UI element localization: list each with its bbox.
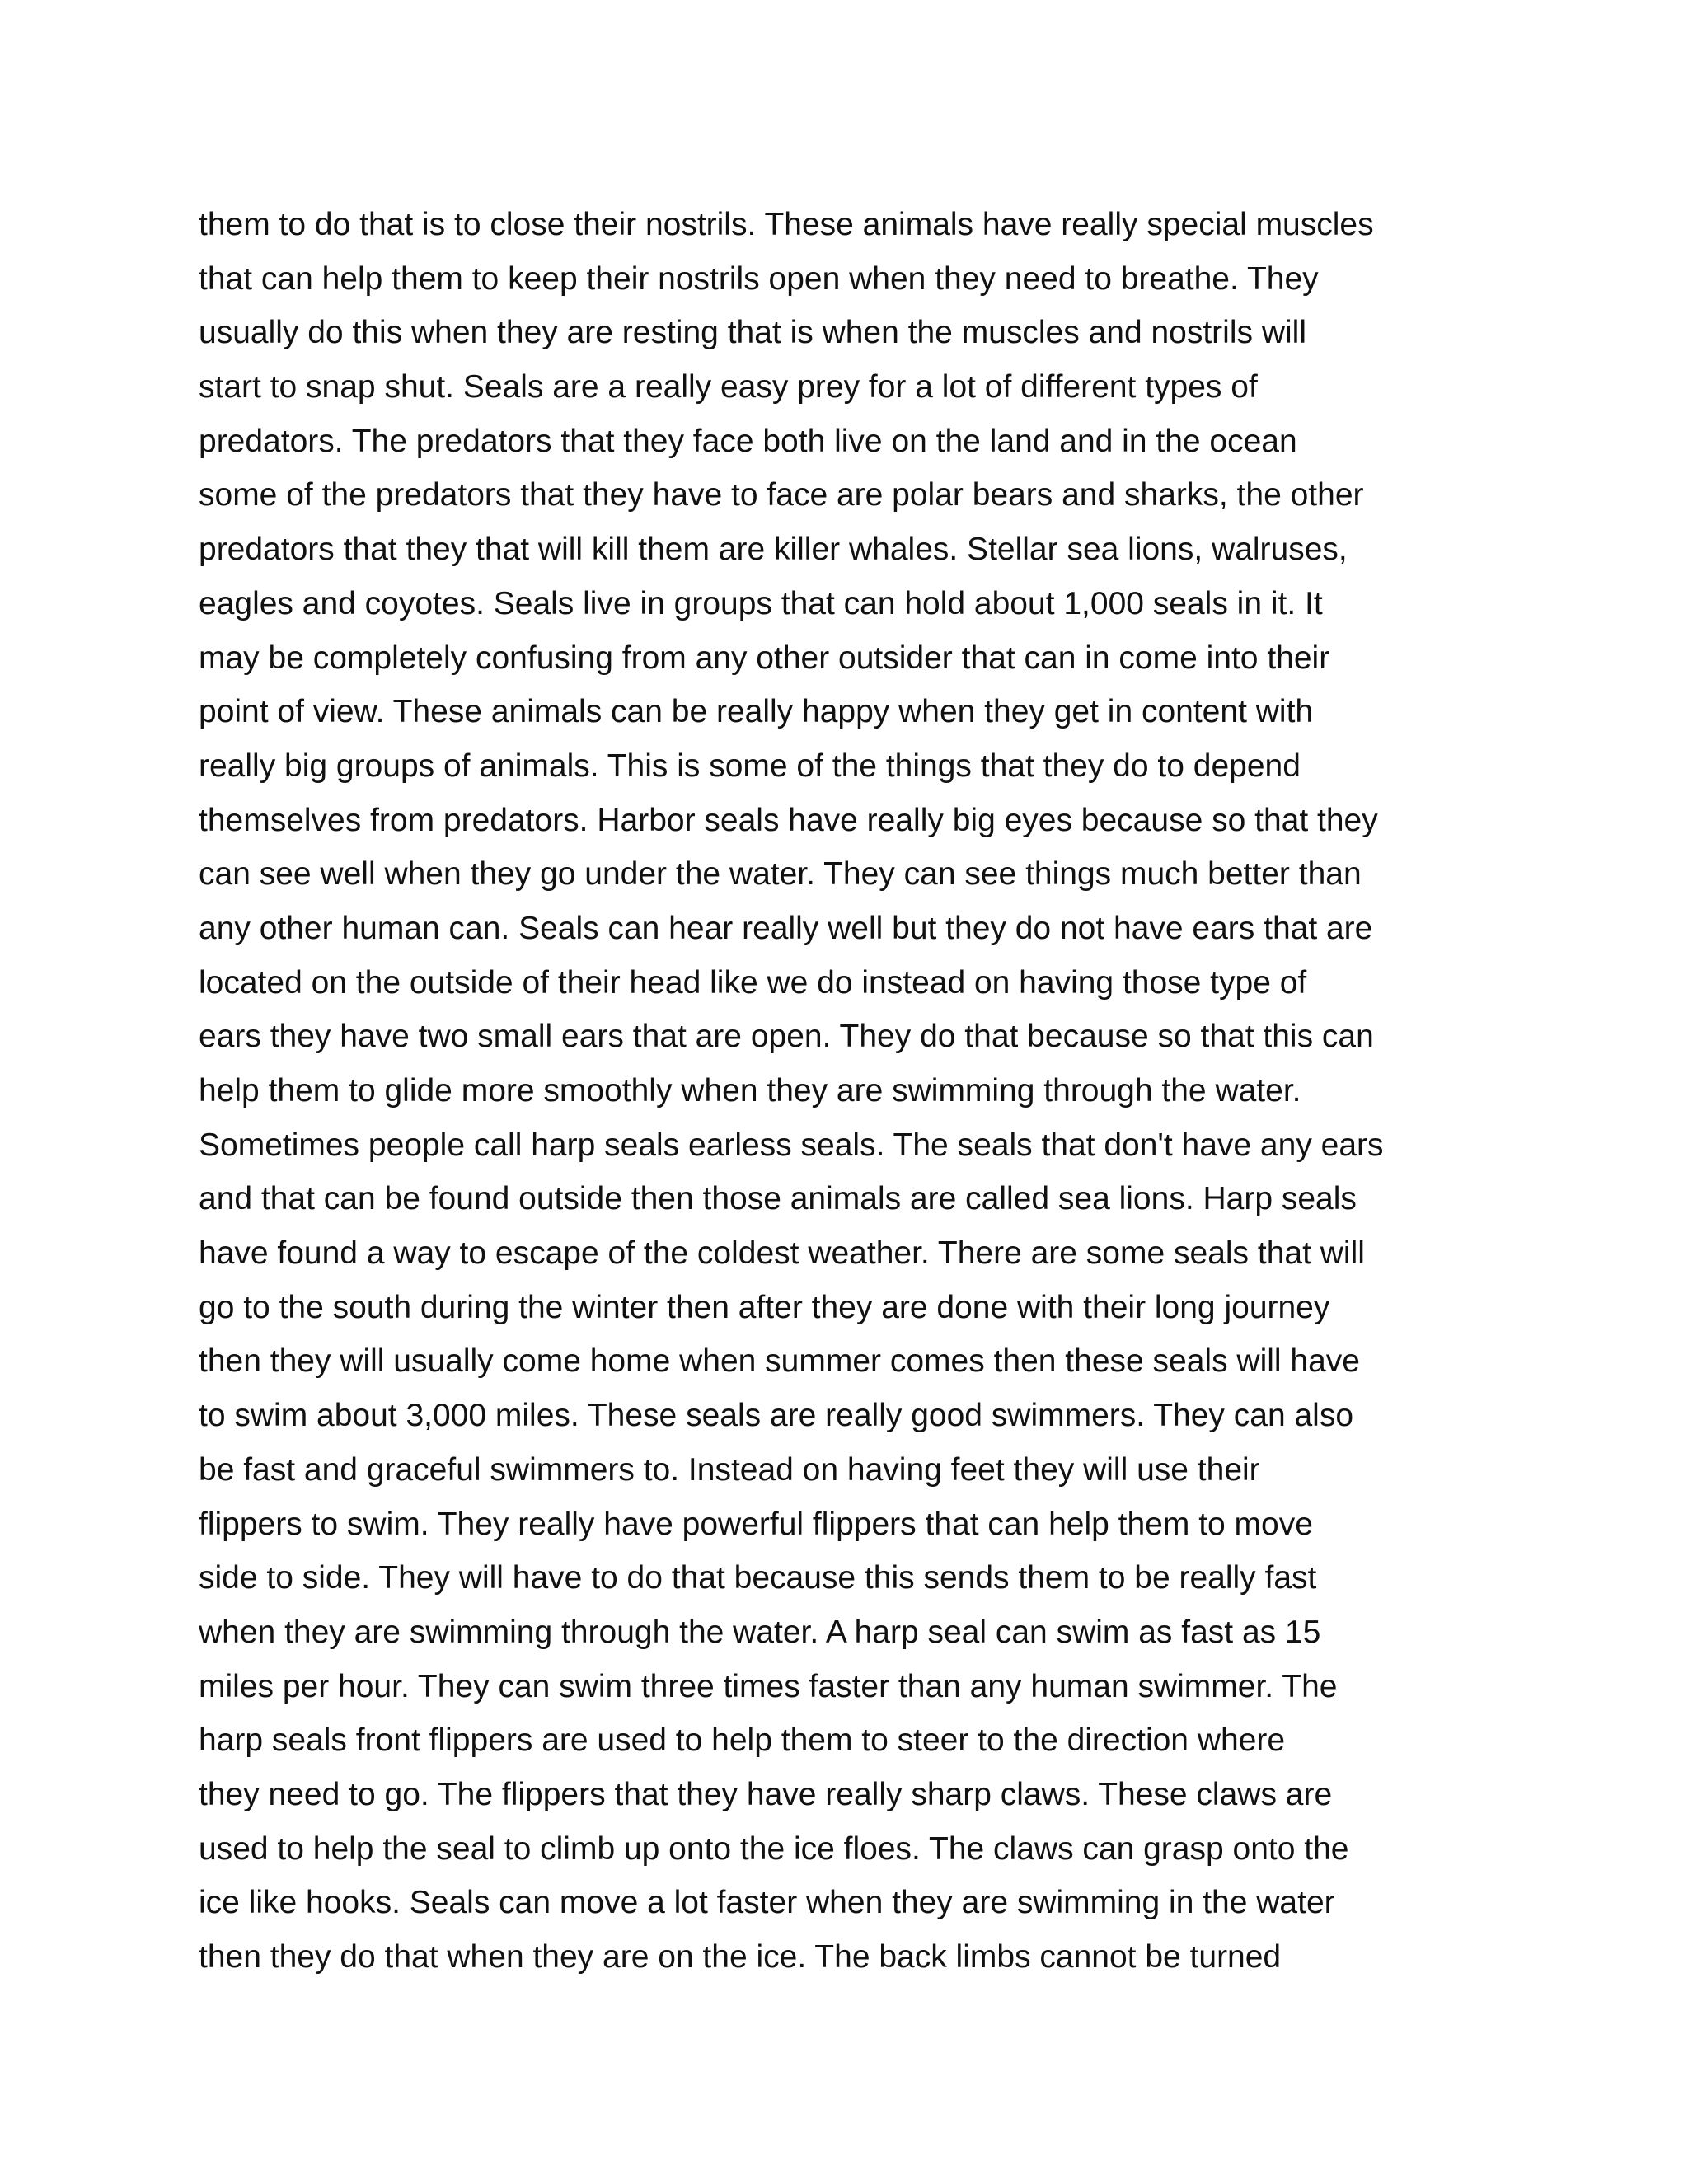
text-line: ice like hooks. Seals can move a lot faster when they are swimming in the water bbox=[199, 1885, 1335, 1921]
text-line: them to do that is to close their nostrils. These animals have really special muscles bbox=[199, 207, 1374, 242]
text-line: may be completely confusing from any other outsider that can in come into their bbox=[199, 640, 1330, 676]
text-line: predators. The predators that they face both live on the land and in the ocean bbox=[199, 423, 1297, 459]
text-line: be fast and graceful swimmers to. Instead on having feet they will use their bbox=[199, 1451, 1260, 1488]
text-line: Sometimes people call harp seals earless seals. The seals that don't have any ears bbox=[199, 1127, 1384, 1163]
text-line: themselves from predators. Harbor seals have really big eyes because so that they bbox=[199, 802, 1378, 838]
text-line: then they do that when they are on the ice. The back limbs cannot be turned bbox=[199, 1939, 1282, 1975]
text-line: can see well when they go under the water. They can see things much better than bbox=[199, 856, 1362, 893]
text-line: located on the outside of their head like we do instead on having those type of bbox=[199, 964, 1307, 1001]
text-line: that can help them to keep their nostrils open when they need to breathe. They bbox=[199, 260, 1319, 297]
text-line: predators that they that will kill them are killer whales. Stellar sea lions, walruses, bbox=[199, 532, 1348, 568]
text-line: and that can be found outside then those animals are called sea lions. Harp seals bbox=[199, 1181, 1357, 1217]
text-line: really big groups of animals. This is some of the things that they do to depend bbox=[199, 748, 1301, 784]
text-line: ears they have two small ears that are open. They do that because so that this can bbox=[199, 1019, 1374, 1055]
text-line: go to the south during the winter then after they are done with their long journey bbox=[199, 1289, 1330, 1325]
text-line: used to help the seal to climb up onto the ice floes. The claws can grasp onto the bbox=[199, 1830, 1349, 1867]
text-line: they need to go. The flippers that they have really sharp claws. These claws are bbox=[199, 1776, 1333, 1812]
text-line: when they are swimming through the water. A harp seal can swim as fast as 15 bbox=[199, 1614, 1321, 1650]
text-line: any other human can. Seals can hear really well but they do not have ears that are bbox=[199, 910, 1373, 946]
text-line: eagles and coyotes. Seals live in groups that can hold about 1,000 seals in it. It bbox=[199, 585, 1323, 621]
text-line: point of view. These animals can be really happy when they get in content with bbox=[199, 694, 1314, 730]
text-line: start to snap shut. Seals are a really easy prey for a lot of different types of bbox=[199, 369, 1258, 405]
text-line: some of the predators that they have to face are polar bears and sharks, the other bbox=[199, 477, 1364, 513]
text-line: flippers to swim. They really have powerful flippers that can help them to move bbox=[199, 1506, 1313, 1542]
body-text bbox=[199, 198, 1517, 1985]
text-line: harp seals front flippers are used to help them to steer to the direction where bbox=[199, 1722, 1286, 1759]
text-line: miles per hour. They can swim three times faster than any human swimmer. The bbox=[199, 1668, 1338, 1704]
text-line: side to side. They will have to do that because this sends them to be really fast bbox=[199, 1560, 1317, 1596]
text-line: usually do this when they are resting that is when the muscles and nostrils will bbox=[199, 315, 1306, 351]
text-line: help them to glide more smoothly when they are swimming through the water. bbox=[199, 1073, 1301, 1108]
text-line: have found a way to escape of the coldest weather. There are some seals that will bbox=[199, 1235, 1365, 1272]
text-line: then they will usually come home when summer comes then these seals will have bbox=[199, 1343, 1360, 1380]
text-line: to swim about 3,000 miles. These seals are really good swimmers. They can also bbox=[199, 1398, 1354, 1434]
